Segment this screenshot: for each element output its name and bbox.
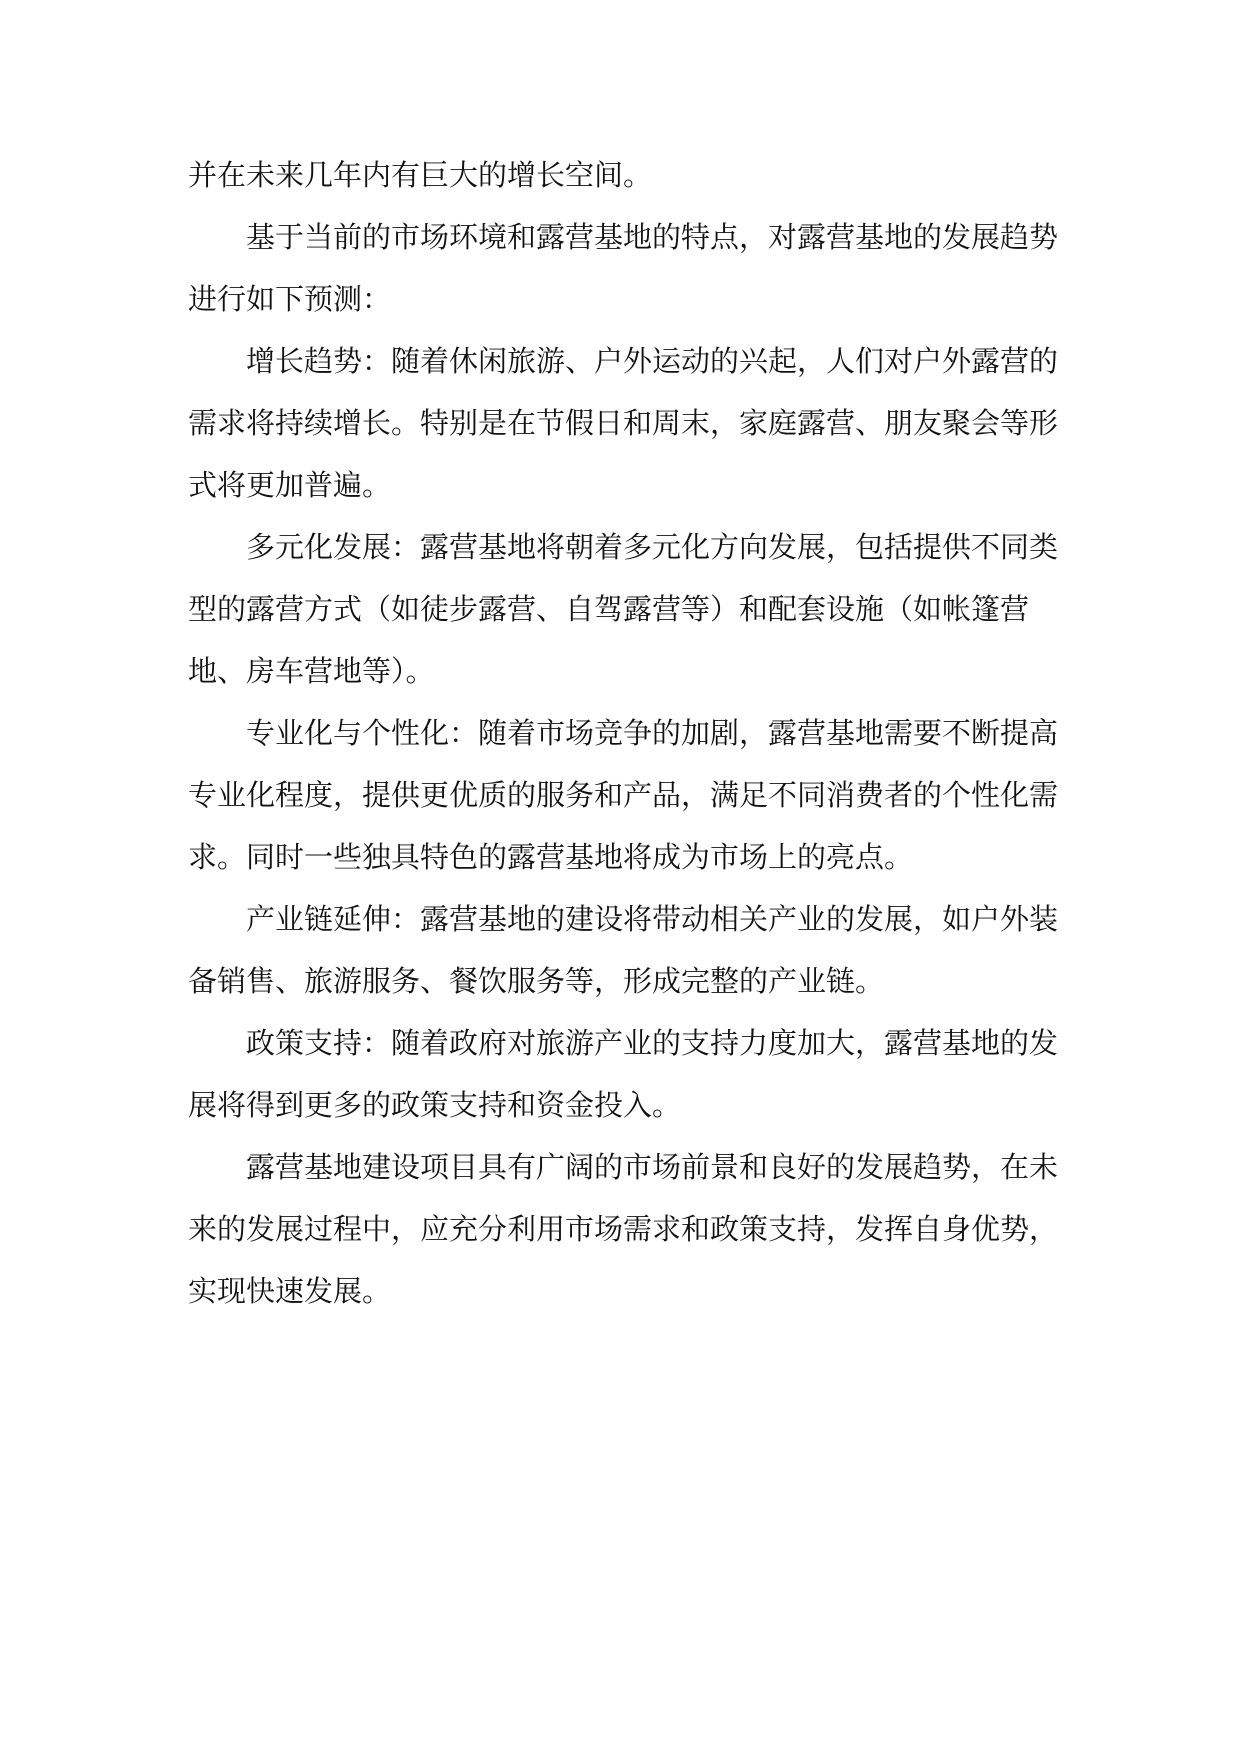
- paragraph-diversification: 多元化发展：露营基地将朝着多元化方向发展，包括提供不同类型的露营方式（如徒步露营、自驾露营等）和配套设施（如帐篷营地、房车营地等）。: [188, 530, 1059, 688]
- paragraph-industry-chain: 产业链延伸：露营基地的建设将带动相关产业的发展，如户外装备销售、旅游服务、餐饮服务等，形成完整的产业链。: [188, 902, 1059, 998]
- paragraph-forecast-intro: 基于当前的市场环境和露营基地的特点，对露营基地的发展趋势进行如下预测：: [188, 220, 1059, 316]
- paragraph-conclusion: 露营基地建设项目具有广阔的市场前景和良好的发展趋势，在未来的发展过程中，应充分利用市场需求和政策支持，发挥自身优势，实现快速发展。: [188, 1150, 1059, 1308]
- paragraph-growth-trend: 增长趋势：随着休闲旅游、户外运动的兴起，人们对户外露营的需求将持续增长。特别是在节假日和周末，家庭露营、朋友聚会等形式将更加普遍。: [188, 344, 1059, 502]
- paragraph-specialization: 专业化与个性化：随着市场竞争的加剧，露营基地需要不断提高专业化程度，提供更优质的服务和产品，满足不同消费者的个性化需求。同时一些独具特色的露营基地将成为市场上的亮点。: [188, 716, 1059, 874]
- document-body: [188, 144, 1058, 1322]
- paragraph-continuation: 并在未来几年内有巨大的增长空间。: [188, 158, 653, 192]
- paragraph-policy-support: 政策支持：随着政府对旅游产业的支持力度加大，露营基地的发展将得到更多的政策支持和资金投入。: [188, 1026, 1059, 1122]
